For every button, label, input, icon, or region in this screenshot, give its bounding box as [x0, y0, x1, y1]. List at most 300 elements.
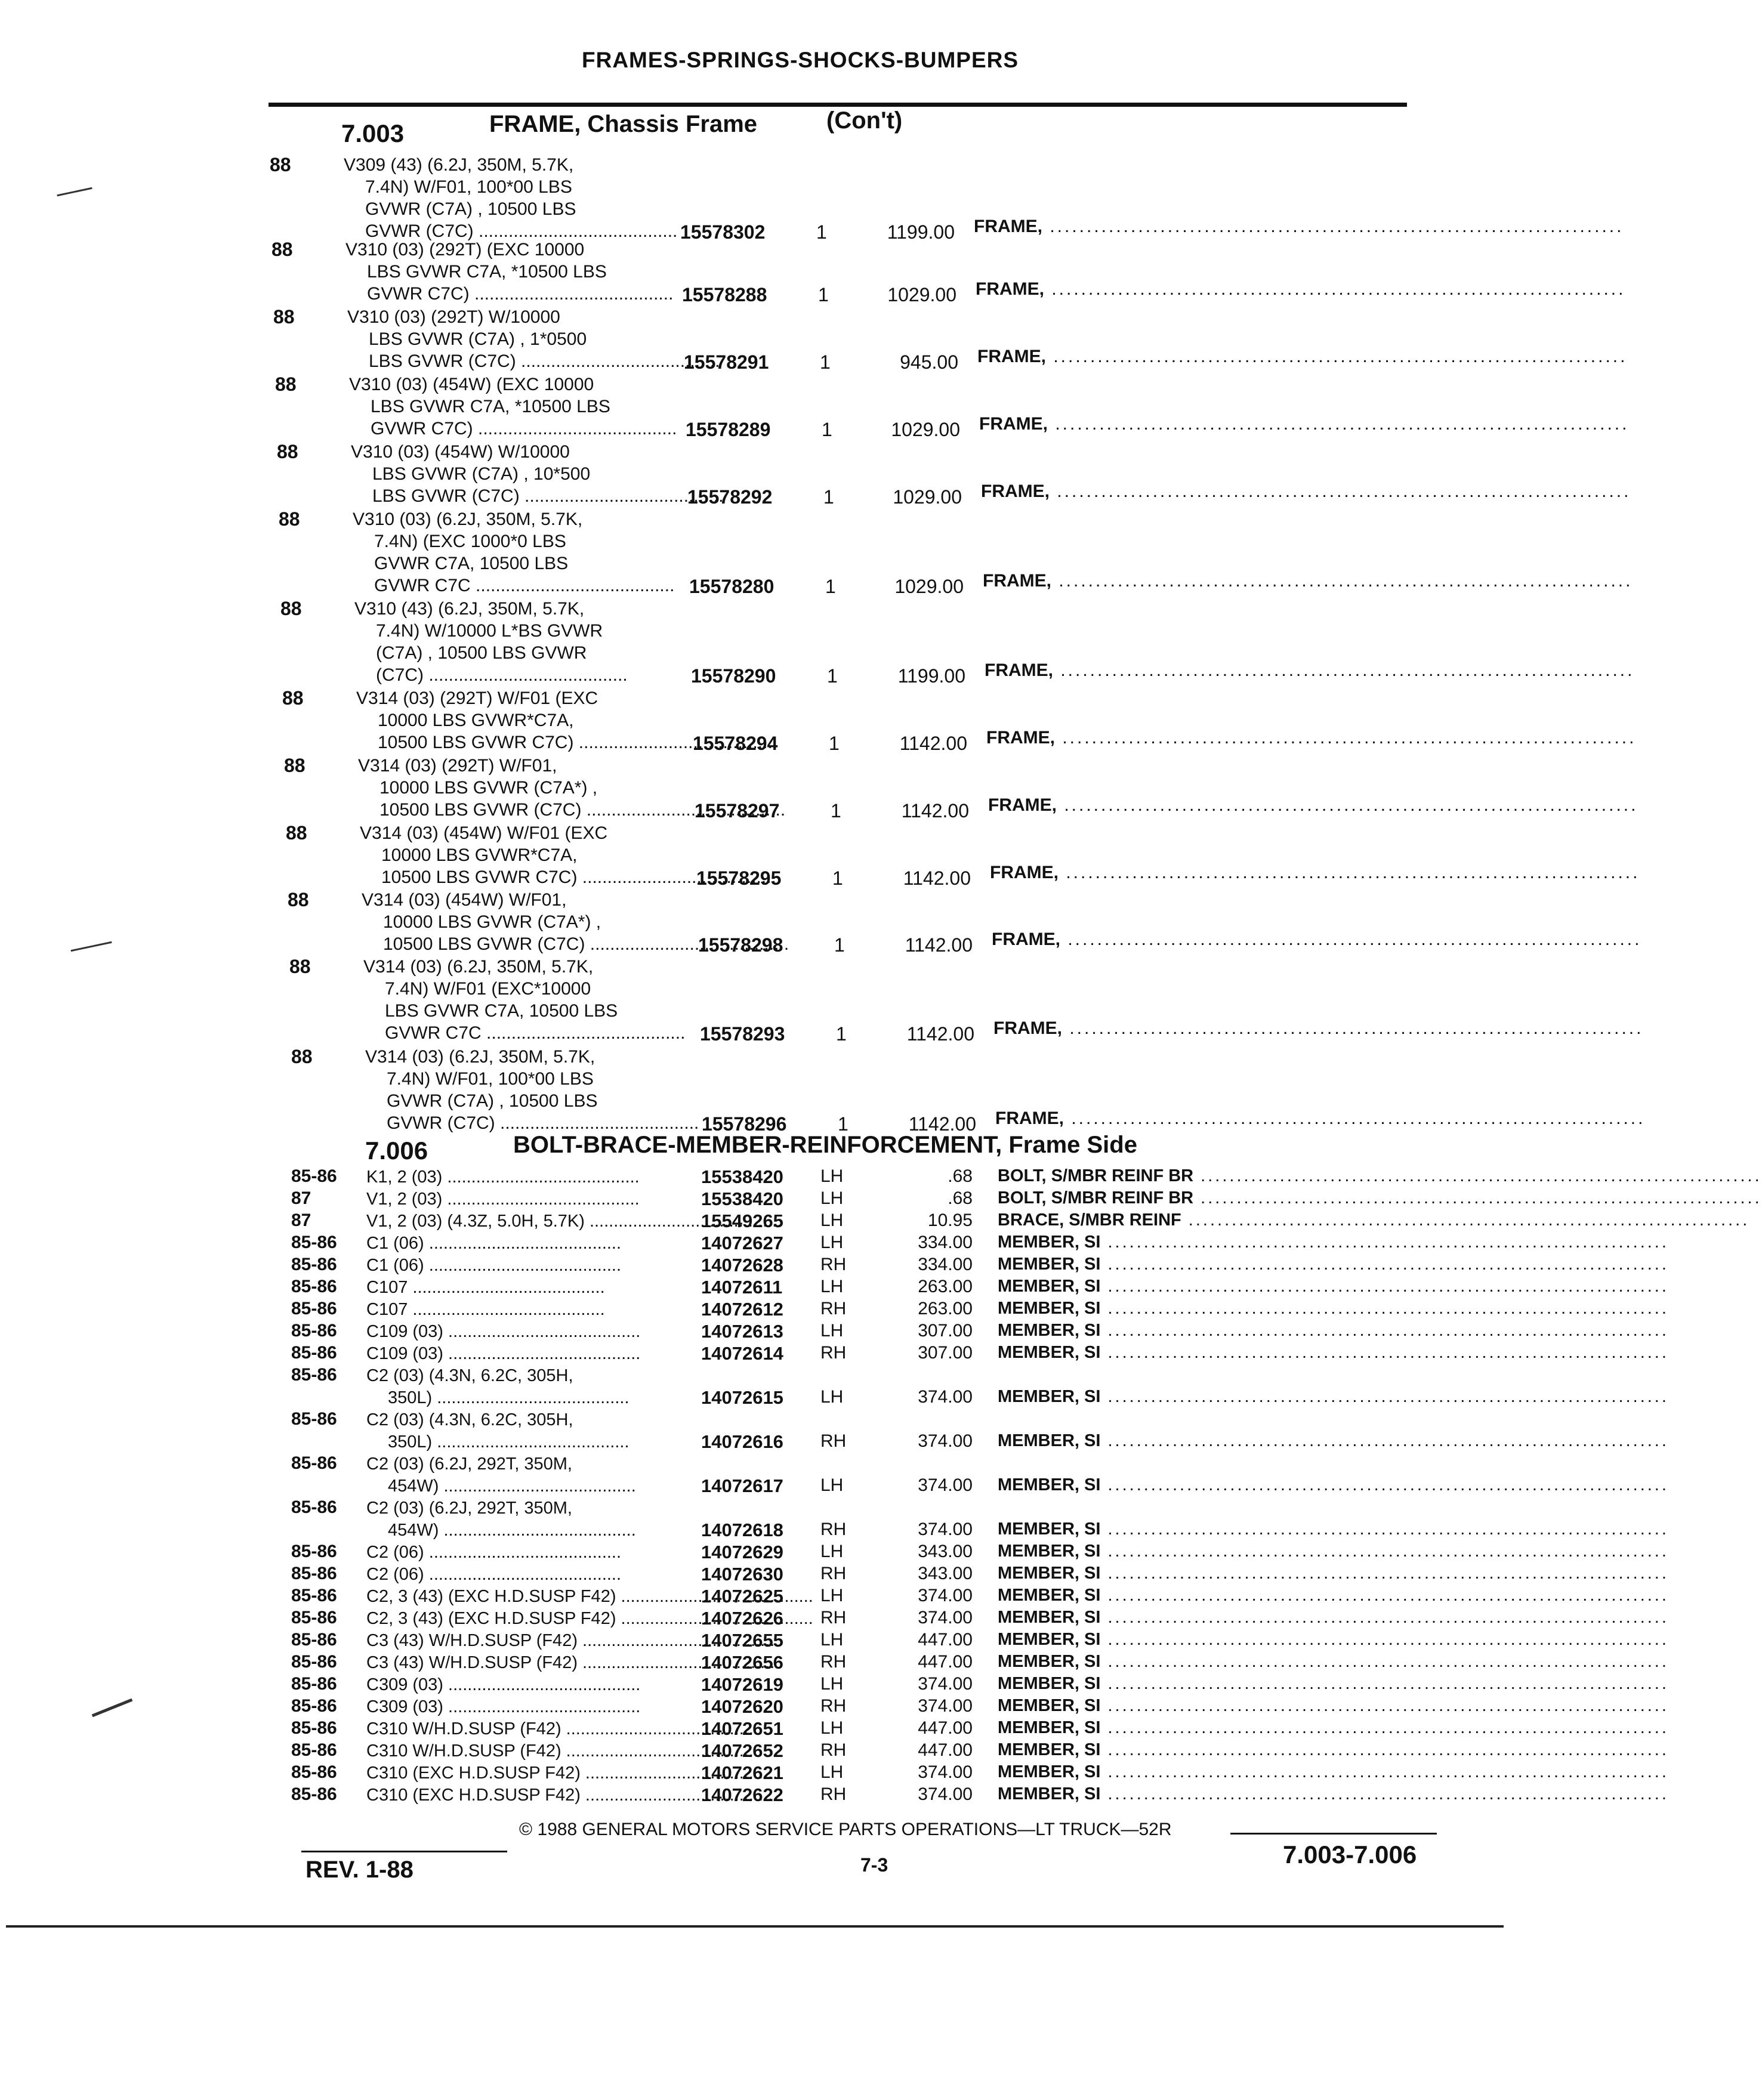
description-line: C2 (03) (6.2J, 292T, 350M,: [366, 1499, 572, 1518]
part-name: FRAME,: [981, 481, 1050, 501]
description-line: V309 (43) (6.2J, 350M, 5.7K,: [344, 155, 574, 175]
part-name: MEMBER, SI: [998, 1475, 1101, 1494]
description-line: C2, 3 (43) (EXC H.D.SUSP F42) .....: [366, 1608, 689, 1630]
description-line: LBS GVWR (C7A) , 1*0500: [369, 329, 587, 349]
quantity: 1: [818, 284, 829, 305]
application-description: [366, 1586, 689, 1608]
price: 374.00: [918, 1762, 973, 1782]
description-line: V1, 2 (03) .....: [366, 1188, 689, 1210]
description-line: C309 (03) .....: [366, 1674, 689, 1696]
year-code: 85-86: [291, 1343, 337, 1363]
price: 447.00: [918, 1630, 973, 1650]
side: RH: [820, 1740, 847, 1760]
year-code: 85-86: [291, 1608, 337, 1628]
description-line: 10000 LBS GVWR (C7A*) ,: [379, 778, 598, 798]
application-description: [366, 1166, 689, 1188]
part-name: FRAME,: [979, 414, 1048, 434]
quantity: 1: [816, 221, 827, 243]
description-line: 10500 LBS GVWR (C7C) .....: [358, 799, 692, 821]
part-name-cell: MEMBER, SI ..............................................................................: [998, 1255, 1669, 1274]
price: 1142.00: [906, 1023, 974, 1045]
description-line: V314 (03) (292T) W/F01 (EXC: [356, 688, 598, 708]
part-name-cell: FRAME, ..............................................................................: [992, 929, 1642, 949]
part-name: FRAME,: [993, 1018, 1062, 1038]
description-line: GVWR C7C .....: [353, 575, 687, 597]
part-number: 14072625: [701, 1586, 783, 1607]
year-code: 85-86: [291, 1542, 337, 1561]
side: LH: [820, 1475, 844, 1495]
application-description: [366, 1652, 689, 1674]
year-code: 88: [279, 508, 300, 530]
price: .68: [948, 1166, 973, 1186]
part-number: 15538420: [701, 1166, 783, 1187]
part-name-cell: FRAME, ..............................................................................: [993, 1018, 1644, 1038]
year-code: 88: [275, 373, 297, 395]
part-number: 14072627: [701, 1233, 783, 1253]
year-code: 85-86: [291, 1784, 337, 1804]
application-description: [345, 239, 680, 305]
part-number: 14072613: [701, 1321, 783, 1342]
year-code: 85-86: [291, 1166, 337, 1186]
part-name: MEMBER, SI: [998, 1762, 1101, 1781]
application-description: [366, 1608, 689, 1630]
description-line: C2 (03) (4.3N, 6.2C, 305H,: [366, 1366, 573, 1385]
footer-rule-left: [301, 1851, 507, 1852]
year-code: 85-86: [291, 1630, 337, 1650]
part-number: 14072651: [701, 1718, 783, 1739]
year-code: 85-86: [291, 1497, 337, 1517]
application-description: [366, 1718, 689, 1740]
part-name-cell: MEMBER, SI ..............................................................................: [998, 1564, 1669, 1583]
price: 1029.00: [893, 486, 962, 508]
price: 343.00: [918, 1564, 973, 1583]
year-code: 85-86: [291, 1299, 337, 1318]
description-line: C109 (03) .....: [366, 1321, 689, 1343]
part-number: 15578295: [696, 867, 782, 889]
price: 447.00: [918, 1718, 973, 1738]
side: LH: [820, 1321, 844, 1341]
part-name: FRAME,: [983, 571, 1051, 591]
price: 374.00: [918, 1784, 973, 1804]
year-code: 85-86: [291, 1255, 337, 1274]
description-line: C1 (06) .....: [366, 1255, 689, 1277]
description-line: 7.4N) W/10000 L*BS GVWR: [376, 621, 603, 641]
part-number: 15578280: [689, 576, 774, 597]
year-code: 85-86: [291, 1586, 337, 1605]
part-name: FRAME,: [985, 660, 1053, 680]
section-number: 7.003: [341, 119, 405, 147]
quantity: 1: [838, 1113, 848, 1135]
application-description: [354, 598, 689, 686]
side: LH: [820, 1586, 844, 1605]
quantity: 1: [829, 733, 840, 754]
year-code: 87: [291, 1210, 311, 1230]
part-name-cell: MEMBER, SI ..............................................................................: [998, 1233, 1669, 1252]
part-number: 14072615: [701, 1387, 783, 1408]
price: 1142.00: [908, 1113, 976, 1135]
application-description: [366, 1696, 689, 1718]
year-code: 88: [277, 441, 298, 462]
description-line: C3 (43) W/H.D.SUSP (F42) .....: [366, 1630, 689, 1652]
description-line: 454W) .....: [366, 1475, 689, 1497]
price: 447.00: [918, 1740, 973, 1760]
price: 374.00: [918, 1431, 973, 1451]
description-line: C2, 3 (43) (EXC H.D.SUSP F42) .....: [366, 1586, 689, 1608]
application-description: [358, 755, 692, 821]
price: 334.00: [918, 1233, 973, 1252]
side: LH: [820, 1188, 844, 1208]
part-name: MEMBER, SI: [998, 1520, 1101, 1539]
side: LH: [820, 1762, 844, 1782]
application-description: [344, 154, 678, 242]
description-line: V310 (03) (6.2J, 350M, 5.7K,: [353, 509, 583, 529]
part-name: FRAME,: [986, 728, 1055, 748]
side: RH: [820, 1431, 847, 1451]
side: RH: [820, 1255, 847, 1274]
application-description: [366, 1784, 689, 1806]
price: 334.00: [918, 1255, 973, 1274]
application-description: [366, 1299, 689, 1321]
year-code: 88: [289, 956, 311, 977]
price: 374.00: [918, 1696, 973, 1716]
price: 343.00: [918, 1542, 973, 1561]
part-name-cell: FRAME, ..............................................................................: [985, 660, 1635, 680]
scan-mark: [92, 1698, 133, 1718]
part-number: 15578302: [680, 221, 766, 243]
part-name: MEMBER, SI: [998, 1718, 1101, 1737]
scan-mark: [70, 941, 112, 952]
part-name: MEMBER, SI: [998, 1343, 1101, 1362]
price: 263.00: [918, 1299, 973, 1318]
description-line: V314 (03) (6.2J, 350M, 5.7K,: [365, 1047, 595, 1067]
section-number-2: 7.006: [365, 1137, 428, 1165]
part-name: MEMBER, SI: [998, 1542, 1101, 1561]
price: 1199.00: [897, 665, 965, 687]
description-line: C107 .....: [366, 1299, 689, 1321]
part-number: 14072656: [701, 1652, 783, 1673]
quantity: 1: [825, 576, 836, 597]
year-code: 87: [291, 1188, 311, 1208]
description-line: C109 (03) .....: [366, 1343, 689, 1365]
price: 1142.00: [905, 934, 973, 956]
part-name-cell: BRACE, S/MBR REINF ..............................................................................: [998, 1210, 1750, 1230]
year-code: 85-86: [291, 1696, 337, 1716]
part-name: BOLT, S/MBR REINF BR: [998, 1166, 1194, 1185]
side: RH: [820, 1696, 847, 1716]
part-name-cell: MEMBER, SI ..............................................................................: [998, 1608, 1669, 1627]
year-code: 85-86: [291, 1321, 337, 1341]
quantity: 1: [827, 665, 838, 687]
part-name-cell: FRAME, ..............................................................................: [981, 481, 1631, 501]
part-number: 15578289: [686, 419, 771, 440]
part-name: MEMBER, SI: [998, 1321, 1101, 1340]
part-name-cell: FRAME, ..............................................................................: [976, 279, 1626, 299]
footer-copyright: © 1988 GENERAL MOTORS SERVICE PARTS OPERATIONS—LT TRUCK—52R: [519, 1820, 1172, 1839]
description-line: C310 W/H.D.SUSP (F42) .....: [366, 1718, 689, 1740]
year-code: 88: [288, 889, 309, 910]
side: LH: [820, 1674, 844, 1694]
description-line: 10000 LBS GVWR*C7A,: [378, 711, 574, 730]
part-name-cell: MEMBER, SI ..............................................................................: [998, 1542, 1669, 1561]
part-name: FRAME,: [990, 863, 1059, 882]
part-name: FRAME,: [995, 1108, 1064, 1128]
description-line: C310 (EXC H.D.SUSP F42) .....: [366, 1762, 689, 1784]
part-name-cell: MEMBER, SI ..............................................................................: [998, 1321, 1669, 1340]
description-line: LBS GVWR (C7A) , 10*500: [372, 464, 591, 484]
part-name: MEMBER, SI: [998, 1784, 1101, 1803]
description-line: LBS GVWR C7A, 10500 LBS: [385, 1001, 618, 1021]
description-line: K1, 2 (03) .....: [366, 1166, 689, 1188]
part-name: MEMBER, SI: [998, 1740, 1101, 1759]
price: 307.00: [918, 1343, 973, 1363]
quantity: 1: [831, 800, 841, 822]
part-name: MEMBER, SI: [998, 1233, 1101, 1252]
part-number: 14072626: [701, 1608, 783, 1629]
year-code: 88: [280, 598, 302, 619]
part-name: MEMBER, SI: [998, 1652, 1101, 1671]
description-line: V314 (03) (454W) W/F01,: [362, 890, 567, 910]
part-number: 14072618: [701, 1520, 783, 1540]
quantity: 1: [836, 1023, 847, 1045]
part-name-cell: FRAME, ..............................................................................: [995, 1108, 1646, 1128]
part-number: 15578293: [700, 1023, 785, 1045]
year-code: 85-86: [291, 1564, 337, 1583]
application-description: [366, 1542, 689, 1564]
scan-mark: [57, 187, 92, 196]
price: 1142.00: [903, 867, 971, 889]
description-line: GVWR (C7C) .....: [365, 1112, 699, 1134]
side: RH: [820, 1520, 847, 1539]
price: 1029.00: [894, 576, 964, 597]
part-name: MEMBER, SI: [998, 1299, 1101, 1318]
description-line: LBS GVWR C7A, *10500 LBS: [367, 262, 607, 282]
part-name: MEMBER, SI: [998, 1277, 1101, 1296]
description-line: 7.4N) W/F01 (EXC*10000: [385, 979, 591, 999]
description-line: C2 (06) .....: [366, 1542, 689, 1564]
part-number: 14072611: [701, 1277, 783, 1298]
application-description: [360, 822, 694, 888]
part-name: MEMBER, SI: [998, 1630, 1101, 1649]
description-line: LBS GVWR (C7C) .....: [351, 485, 685, 507]
application-description: [366, 1321, 689, 1343]
description-line: (C7C) .....: [354, 664, 689, 686]
part-name-cell: FRAME, ..............................................................................: [986, 728, 1637, 748]
description-line: V310 (03) (292T) W/10000: [347, 307, 560, 327]
year-code: 88: [271, 239, 293, 260]
part-name-cell: MEMBER, SI ..............................................................................: [998, 1387, 1669, 1406]
part-name-cell: MEMBER, SI ..............................................................................: [998, 1299, 1669, 1318]
part-name-cell: MEMBER, SI ..............................................................................: [998, 1431, 1669, 1450]
part-number: 15549265: [701, 1210, 783, 1231]
description-line: C2 (03) (6.2J, 292T, 350M,: [366, 1454, 572, 1474]
year-code: 85-86: [291, 1453, 337, 1473]
description-line: 10000 LBS GVWR*C7A,: [381, 845, 578, 865]
part-name: MEMBER, SI: [998, 1255, 1101, 1274]
part-name: BOLT, S/MBR REINF BR: [998, 1188, 1194, 1208]
description-line: GVWR C7C .....: [363, 1022, 698, 1044]
part-number: 14072616: [701, 1431, 783, 1452]
section-title-2: BOLT-BRACE-MEMBER-REINFORCEMENT, Frame Side: [513, 1132, 1137, 1158]
footer-page-number: 7-3: [860, 1854, 888, 1876]
part-name: FRAME,: [974, 217, 1042, 236]
footer-rule-right: [1230, 1833, 1437, 1835]
year-code: 85-86: [291, 1652, 337, 1672]
description-line: (C7A) , 10500 LBS GVWR: [376, 643, 587, 663]
part-name-cell: FRAME, ..............................................................................: [983, 571, 1633, 591]
price: 10.95: [927, 1210, 973, 1230]
part-number: 15578296: [702, 1113, 787, 1135]
side: LH: [820, 1210, 844, 1230]
description-line: 7.4N) (EXC 1000*0 LBS: [374, 532, 566, 551]
price: 374.00: [918, 1608, 973, 1628]
year-code: 85-86: [291, 1233, 337, 1252]
part-number: 14072630: [701, 1564, 783, 1585]
description-line: GVWR C7A, 10500 LBS: [374, 554, 569, 573]
year-code: 88: [273, 306, 295, 328]
application-description: [366, 1409, 689, 1453]
part-name: FRAME,: [992, 929, 1060, 949]
description-line: 10000 LBS GVWR (C7A*) ,: [383, 912, 601, 932]
part-name-cell: FRAME, ..............................................................................: [979, 414, 1630, 434]
price: 263.00: [918, 1277, 973, 1296]
price: 374.00: [918, 1674, 973, 1694]
side: LH: [820, 1387, 844, 1407]
part-name: FRAME,: [988, 795, 1057, 815]
side: RH: [820, 1564, 847, 1583]
application-description: [366, 1564, 689, 1586]
part-name: MEMBER, SI: [998, 1586, 1101, 1605]
side: LH: [820, 1277, 844, 1296]
description-line: C1 (06) .....: [366, 1233, 689, 1255]
part-name: MEMBER, SI: [998, 1564, 1101, 1583]
application-description: [366, 1630, 689, 1652]
side: RH: [820, 1652, 847, 1672]
description-line: GVWR C7C) .....: [345, 283, 680, 305]
description-line: V310 (03) (292T) (EXC 10000: [345, 240, 585, 260]
part-number: 14072652: [701, 1740, 783, 1761]
application-description: [366, 1277, 689, 1299]
part-name: FRAME,: [976, 279, 1044, 299]
part-number: 15578294: [693, 733, 778, 754]
description-line: GVWR (C7A) , 10500 LBS: [387, 1091, 598, 1111]
price: 374.00: [918, 1475, 973, 1495]
year-code: 88: [286, 822, 307, 844]
application-description: [366, 1255, 689, 1277]
part-name-cell: MEMBER, SI ..............................................................................: [998, 1475, 1669, 1494]
description-line: V310 (03) (454W) W/10000: [351, 442, 570, 462]
page-header-title: FRAMES-SPRINGS-SHOCKS-BUMPERS: [582, 48, 1019, 72]
part-number: 14072621: [701, 1762, 783, 1783]
year-code: 85-86: [291, 1674, 337, 1694]
description-line: 350L) .....: [366, 1387, 689, 1409]
price: 374.00: [918, 1387, 973, 1407]
application-description: [366, 1188, 689, 1210]
part-number: 14072629: [701, 1542, 783, 1562]
description-line: V310 (43) (6.2J, 350M, 5.7K,: [354, 599, 585, 619]
application-description: [366, 1453, 689, 1497]
part-name-cell: MEMBER, SI ..............................................................................: [998, 1696, 1669, 1715]
description-line: V314 (03) (292T) W/F01,: [358, 756, 557, 776]
part-name-cell: MEMBER, SI ..............................................................................: [998, 1740, 1669, 1759]
part-name-cell: MEMBER, SI ..............................................................................: [998, 1652, 1669, 1671]
part-name-cell: FRAME, ..............................................................................: [977, 347, 1628, 366]
part-name-cell: MEMBER, SI ..............................................................................: [998, 1784, 1669, 1803]
application-description: [366, 1365, 689, 1409]
application-description: [366, 1210, 689, 1233]
part-name: BRACE, S/MBR REINF: [998, 1210, 1181, 1230]
year-code: 85-86: [291, 1277, 337, 1296]
price: .68: [948, 1188, 973, 1208]
description-line: LBS GVWR (C7C) .....: [347, 350, 681, 372]
price: 1142.00: [899, 733, 967, 754]
application-description: [353, 508, 687, 597]
description-line: 10500 LBS GVWR (C7C) .....: [362, 933, 696, 955]
description-line: V1, 2 (03) (4.3Z, 5.0H, 5.7K) .....: [366, 1210, 689, 1233]
part-number: 14072614: [701, 1343, 783, 1364]
side: LH: [820, 1542, 844, 1561]
description-line: C309 (03) .....: [366, 1696, 689, 1718]
description-line: C2 (06) .....: [366, 1564, 689, 1586]
year-code: 88: [284, 755, 306, 776]
application-description: [363, 956, 698, 1044]
part-number: 15578298: [698, 934, 783, 956]
year-code: 85-86: [291, 1409, 337, 1429]
application-description: [366, 1674, 689, 1696]
quantity: 1: [823, 486, 834, 508]
application-description: [366, 1740, 689, 1762]
quantity: 1: [832, 867, 843, 889]
side: RH: [820, 1343, 847, 1363]
side: LH: [820, 1630, 844, 1650]
side: RH: [820, 1784, 847, 1804]
part-number: 14072655: [701, 1630, 783, 1651]
side: RH: [820, 1299, 847, 1318]
year-code: 88: [291, 1046, 313, 1067]
part-name-cell: MEMBER, SI ..............................................................................: [998, 1674, 1669, 1693]
year-code: 85-86: [291, 1365, 337, 1385]
part-name-cell: MEMBER, SI ..............................................................................: [998, 1630, 1669, 1649]
part-name: MEMBER, SI: [998, 1387, 1101, 1406]
part-name-cell: FRAME, ..............................................................................: [988, 795, 1638, 815]
part-number: 15578288: [682, 284, 767, 305]
description-line: GVWR (C7C) .....: [344, 220, 678, 242]
part-name-cell: MEMBER, SI ..............................................................................: [998, 1586, 1669, 1605]
application-description: [362, 889, 696, 955]
part-name-cell: BOLT, S/MBR REINF BR ..............................................................................: [998, 1188, 1762, 1208]
part-name: MEMBER, SI: [998, 1696, 1101, 1715]
description-line: GVWR C7C) .....: [349, 418, 683, 440]
application-description: [366, 1762, 689, 1784]
price: 447.00: [918, 1652, 973, 1672]
description-line: C2 (03) (4.3N, 6.2C, 305H,: [366, 1410, 573, 1429]
description-line: LBS GVWR C7A, *10500 LBS: [371, 397, 610, 416]
side: RH: [820, 1608, 847, 1628]
quantity: 1: [834, 934, 845, 956]
description-line: 7.4N) W/F01, 100*00 LBS: [365, 177, 572, 197]
part-number: 14072620: [701, 1696, 783, 1717]
year-code: 85-86: [291, 1740, 337, 1760]
part-name-cell: MEMBER, SI ..............................................................................: [998, 1520, 1669, 1539]
part-number: 14072619: [701, 1674, 783, 1695]
description-line: V310 (03) (454W) (EXC 10000: [349, 375, 594, 394]
application-description: [366, 1343, 689, 1365]
side: LH: [820, 1233, 844, 1252]
part-name: MEMBER, SI: [998, 1674, 1101, 1693]
year-code: 88: [270, 154, 291, 175]
quantity: 1: [820, 351, 831, 373]
description-line: C310 (EXC H.D.SUSP F42) .....: [366, 1784, 689, 1806]
part-number: 14072612: [701, 1299, 783, 1320]
